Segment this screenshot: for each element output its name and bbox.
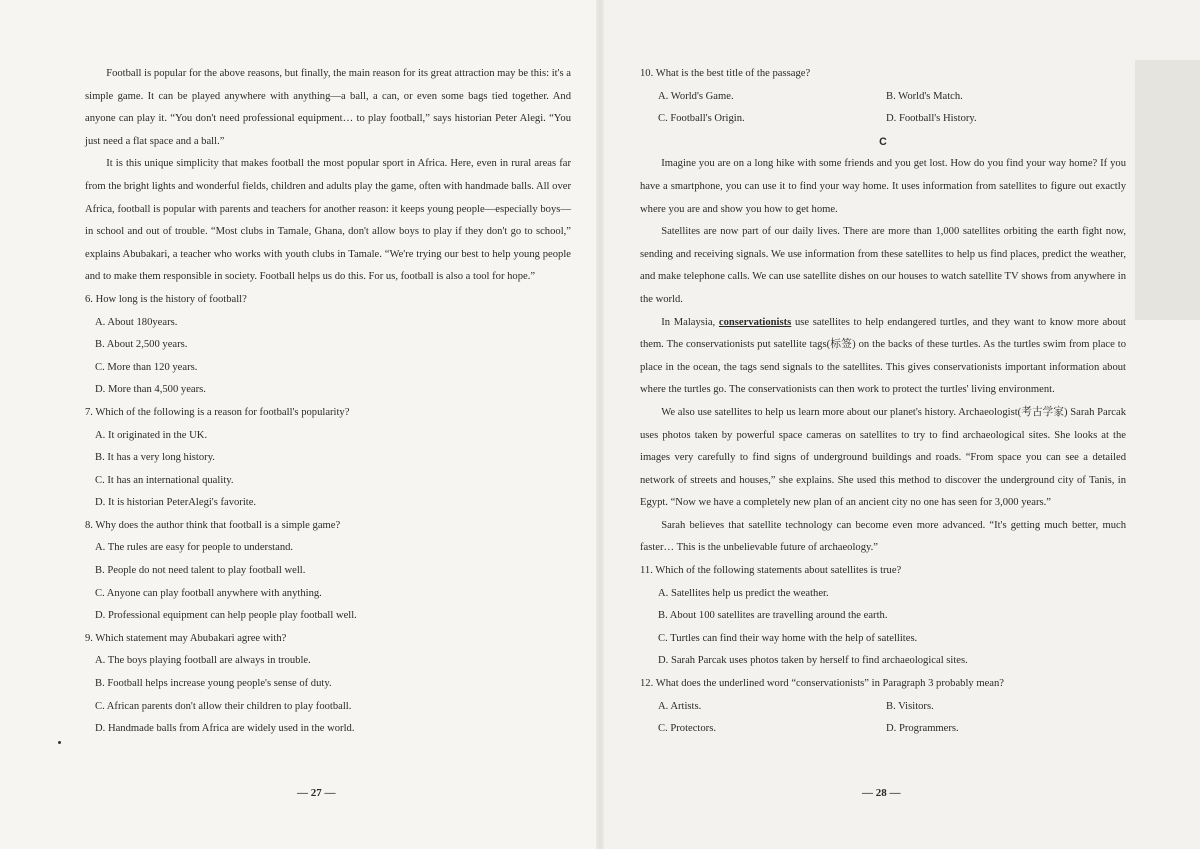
question-stem: 12. What does the underlined word “conservationists” in Paragraph 3 probably mean? bbox=[640, 678, 1005, 690]
option-d: D. Professional equipment can help people play football well. bbox=[95, 610, 357, 622]
question-stem: 11. Which of the following statements about satellites is true? bbox=[640, 565, 902, 577]
page-number: — 28 — bbox=[862, 787, 901, 799]
paragraph: Sarah believes that satellite technology can become even more advanced. “It's getting much better, much faster… This is the unbelievable future of archaeology.” bbox=[640, 519, 1126, 554]
option-a: A. The rules are easy for people to understand. bbox=[95, 542, 294, 554]
text-run: use satellites to help endangered turtles, and they want to know more about them. The conservationists put satellite tags(标签) on the backs of these turtles. As the turtles swim from place to place in the ocean, the tags send signals to the satellites. This gives conservationists important information about where the turtles go. The conservationists can then work to protect the turtles' living environment. bbox=[640, 316, 1126, 396]
option-c: C. Football's Origin. bbox=[658, 113, 745, 125]
option-c: C. Turtles can find their way home with the help of satellites. bbox=[658, 632, 918, 644]
option-a: A. World's Game. bbox=[658, 90, 734, 102]
option-row bbox=[640, 108, 1126, 131]
option-row bbox=[640, 718, 1126, 741]
paragraph: It is this unique simplicity that makes football the most popular sport in Africa. Here, even in rural areas far from the bright lights and wonderful fields, children and adults play the game, often with handmade balls. All over Africa, football is popular with parents and teachers for another reason: it keeps young people—especially boys—in school and out of trouble. “Most clubs in Tamale, Ghana, don't allow boys to play if they don't go to school,” explains Abubakari, a teacher who works with youth clubs in Tamale. “We're trying our best to help young people and to make them responsible in society. Football helps us do this. For us, football is also a tool for hope.” bbox=[85, 158, 571, 283]
option-c: C. Anyone can play football anywhere with anything. bbox=[95, 587, 322, 599]
question-stem: 7. Which of the following is a reason for football's popularity? bbox=[85, 406, 350, 418]
question-12 bbox=[640, 673, 1126, 741]
option-d: D. Programmers. bbox=[886, 723, 959, 735]
question-7 bbox=[85, 402, 571, 515]
question-stem: 9. Which statement may Abubakari agree with? bbox=[85, 632, 287, 644]
option-b: B. It has a very long history. bbox=[95, 452, 215, 464]
question-10 bbox=[640, 63, 1126, 131]
option-b: B. Visitors. bbox=[886, 700, 934, 712]
edge-shadow bbox=[1135, 60, 1200, 320]
section-heading: C bbox=[879, 135, 887, 148]
paragraph: Football is popular for the above reasons, but finally, the main reason for its great attraction may be this: it's a simple game. It can be played anywhere with anything—a ball, a can, or even some bags tied together. And anyone can play it. “You don't need professional equipment… to play football,” says historian Peter Alegi. “You just need a flat space and a ball.” bbox=[85, 68, 571, 147]
option-d: D. Handmade balls from Africa are widely used in the world. bbox=[95, 723, 355, 735]
option-c: C. More than 120 years. bbox=[95, 361, 198, 373]
option-b: B. People do not need talent to play football well. bbox=[95, 565, 306, 577]
option-d: D. Sarah Parcak uses photos taken by herself to find archaeological sites. bbox=[658, 655, 968, 667]
question-stem: 10. What is the best title of the passage? bbox=[640, 68, 811, 79]
option-a: A. It originated in the UK. bbox=[95, 429, 208, 441]
option-a: A. Artists. bbox=[658, 700, 702, 712]
question-9 bbox=[85, 628, 571, 741]
question-11 bbox=[640, 560, 1126, 673]
option-row bbox=[640, 86, 1126, 109]
option-b: B. About 100 satellites are travelling around the earth. bbox=[658, 610, 888, 622]
option-b: B. About 2,500 years. bbox=[95, 339, 188, 351]
option-d: D. Football's History. bbox=[886, 113, 977, 125]
option-a: A. The boys playing football are always in trouble. bbox=[95, 655, 311, 667]
option-d: D. More than 4,500 years. bbox=[95, 384, 206, 396]
right-column bbox=[640, 63, 1126, 741]
option-c: C. It has an international quality. bbox=[95, 474, 234, 486]
paragraph: Imagine you are on a long hike with some friends and you get lost. How do you find your way home? If you have a smartphone, you can use it to find your way home. It uses information from satellites to figure out exactly where you are and show you how to get home. bbox=[640, 158, 1126, 215]
option-c: C. Protectors. bbox=[658, 723, 716, 735]
paragraph: We also use satellites to help us learn more about our planet's history. Archaeologist(考古学家) Sarah Parcak uses photos taken by powerful space cameras on satellites to try to find archaeological sites. She looks at the images very carefully to find signs of underground buildings and roads. “From space you can see a detailed network of streets and houses,” she explains. She used this method to discover the underground city of Tanis, in Egypt. “Now we have a completely new plan of an ancient city no one has seen for 3,000 years.” bbox=[640, 406, 1126, 509]
question-6 bbox=[85, 289, 571, 402]
text-run: In Malaysia, bbox=[661, 316, 719, 328]
page-gutter bbox=[596, 0, 604, 849]
option-a: A. About 180years. bbox=[95, 316, 178, 328]
question-8 bbox=[85, 515, 571, 628]
page-number: — 27 — bbox=[297, 787, 336, 799]
option-c: C. African parents don't allow their children to play football. bbox=[95, 700, 352, 712]
paragraph bbox=[640, 312, 1126, 402]
stray-mark bbox=[58, 741, 61, 744]
option-row bbox=[640, 696, 1126, 719]
option-b: B. Football helps increase young people's sense of duty. bbox=[95, 678, 332, 690]
question-stem: 8. Why does the author think that football is a simple game? bbox=[85, 519, 341, 531]
left-column bbox=[85, 63, 571, 741]
paragraph: Satellites are now part of our daily lives. There are more than 1,000 satellites orbiting the earth fight now, sending and receiving signals. We use information from these satellites to help us find places, predict the weather, and make telephone calls. We can use satellite dishes on our houses to watch satellite TV shows from anywhere in the world. bbox=[640, 226, 1126, 305]
option-a: A. Satellites help us predict the weather. bbox=[658, 587, 829, 599]
option-b: B. World's Match. bbox=[886, 90, 963, 102]
underlined-word: conservationists bbox=[718, 316, 792, 328]
question-stem: 6. How long is the history of football? bbox=[85, 293, 247, 305]
option-d: D. It is historian PeterAlegi's favorite. bbox=[95, 497, 257, 509]
